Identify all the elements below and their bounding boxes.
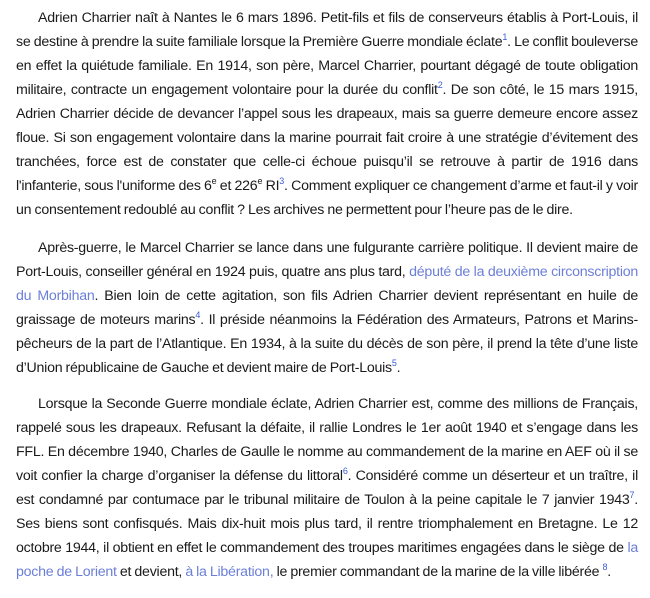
hyperlink[interactable]: la poche de Lorient (16, 540, 638, 580)
footnote-reference[interactable]: 3 (279, 176, 285, 186)
text-run: et 226 (216, 178, 258, 194)
ordinal-superscript: e (211, 176, 217, 186)
text-run: . (396, 360, 401, 376)
text-run: . Ses biens sont confisqués. Mais dix-huit mois plus tard, il rentre triomphalement en Bretagne. Le 12 octobre 1944, il obtient en effet le commandement des troupes maritimes engagées dans le siège de (16, 492, 638, 556)
text-run: . Le conflit bouleverse en effet la quiétude familiale. En 1914, son père, Marcel Charrier, pourtant dégagé de toute obligation militaire, contracte un engagement volontaire pour la durée du conflit (16, 34, 638, 98)
paragraph-3 (16, 392, 638, 584)
hyperlink[interactable]: à la Libération, (185, 564, 274, 580)
text-run: Lorsque la Seconde Guerre mondiale éclate, Adrien Charrier est, comme des millions de Français, rappelé sous les drapeaux. Refusant la défaite, il rallie Londres le 1er août 1940 et s’engage dans les FFL. En décembre 1940, Charles de Gaulle le nomme au commandement de la marine en AEF où il se voit confier la charge d’organiser la défense du littoral (16, 396, 638, 484)
text-run: . De son côté, le 15 mars 1915, Adrien Charrier décide de devancer l’appel sous les drapeaux, mais sa guerre demeure encore assez floue. Si son engagement volontaire dans la marine pourrait fait croire à une stratégie d’évitement des tranchées, force est de constater que celle-ci échoue puisqu’il se retrouve à partir de 1916 dans l'infanterie, sous l'uniforme des 6 (16, 82, 638, 194)
text-run: le premier commandant de la marine de la ville libérée (273, 564, 603, 580)
text-run: RI (262, 178, 280, 194)
paragraph-2 (16, 236, 638, 380)
hyperlink[interactable]: député de la deuxième circonscription du Morbihan (16, 264, 638, 304)
document-body (16, 6, 638, 598)
footnote-reference[interactable]: 5 (391, 358, 397, 368)
footnote-reference[interactable]: 2 (437, 80, 443, 90)
footnote-reference[interactable]: 1 (502, 32, 508, 42)
text-run: Adrien Charrier naît à Nantes le 6 mars 1896. Petit-fils et fils de conserveurs établis à Port-Louis, il se destine à prendre la suite familiale lorsque la Première Guerre mondiale éclate (16, 10, 638, 50)
ordinal-superscript: e (257, 176, 263, 186)
text-run: . Comment expliquer ce changement d’arme et faut-il y voir un consentement redoublé au conflit ? Les archives ne permettent pour l’heure pas de le dire. (16, 178, 638, 218)
paragraph-1 (16, 6, 638, 222)
text-run: Après-guerre, le Marcel Charrier se lance dans une fulgurante carrière politique. Il devient maire de Port-Louis, conseiller général en 1924 puis, quatre ans plus tard, (16, 240, 638, 280)
footnote-reference[interactable]: 4 (195, 310, 201, 320)
text-run: . (607, 564, 611, 580)
footnote-reference[interactable]: 7 (629, 490, 635, 500)
text-run: . Il préside néanmoins la Fédération des Armateurs, Patrons et Marins-pêcheurs de la part de l’Atlantique. En 1934, à la suite du décès de son père, il prend la tête d’une liste d’Union républicaine de Gauche et devient maire de Port-Louis (16, 312, 638, 376)
text-run: . Considéré comme un déserteur et un traître, il est condamné par contumace par le tribunal militaire de Toulon à la peine capitale le 7 janvier 1943 (16, 468, 638, 508)
footnote-reference[interactable]: 6 (342, 466, 348, 476)
text-run: . Bien loin de cette agitation, son fils Adrien Charrier devient représentant en huile de graissage de moteurs marins (16, 288, 639, 328)
text-run: et devient, (116, 564, 186, 580)
footnote-reference[interactable]: 8 (602, 562, 608, 572)
